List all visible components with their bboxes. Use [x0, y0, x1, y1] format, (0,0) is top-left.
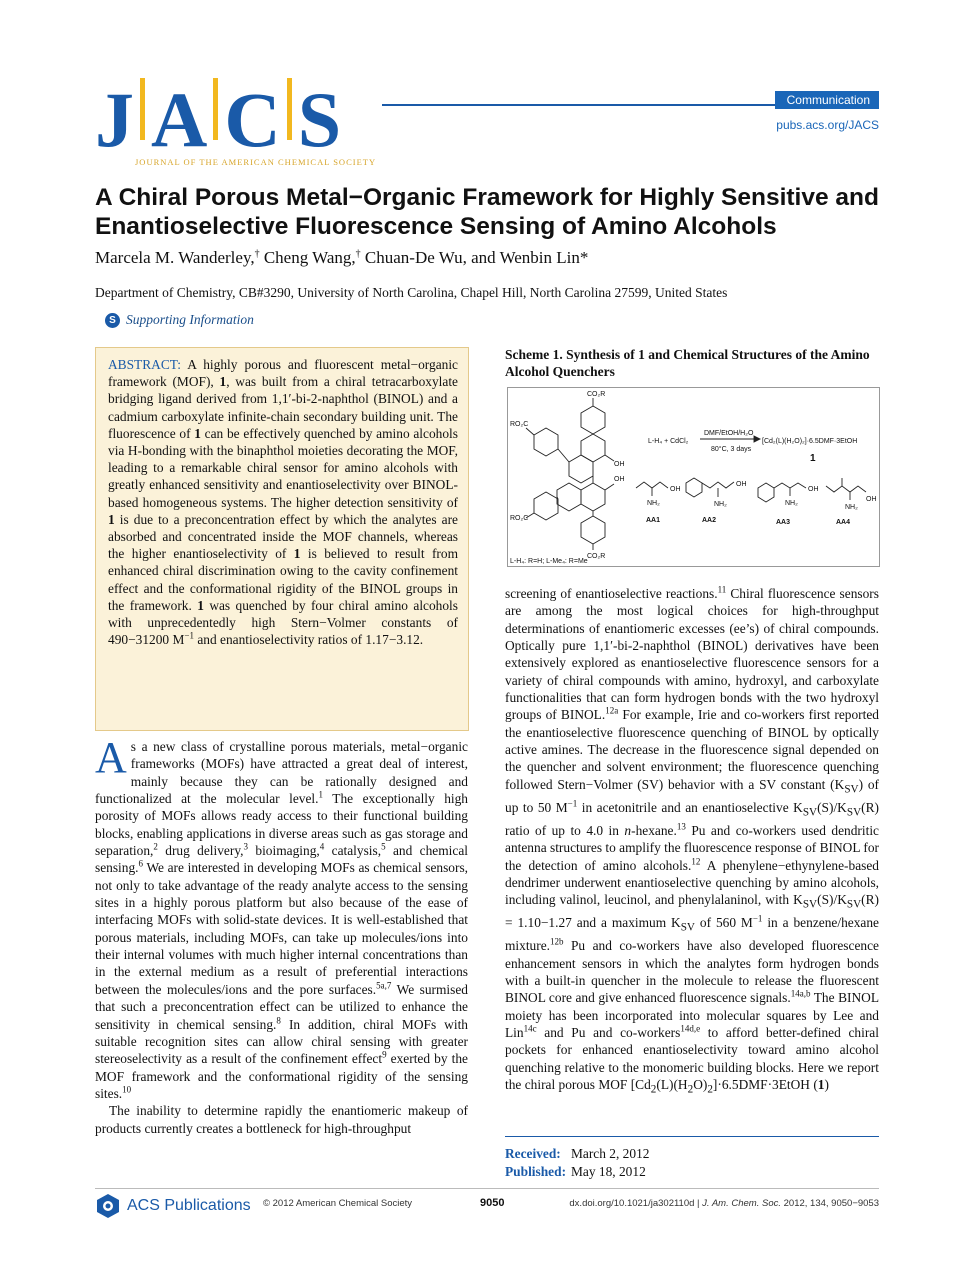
author-mark: †: [254, 248, 260, 260]
label-ro2c-bottom: RO₂C: [510, 515, 529, 522]
paragraph: The inability to determine rapidly the enantiomeric makeup of products currently creates a bottleneck for high-throughput: [95, 1103, 468, 1136]
page-number: 9050: [480, 1197, 505, 1209]
article-type-badge: Communication: [775, 91, 879, 109]
jacs-logo: [95, 78, 395, 168]
reaction-conditions-bottom: 80°C, 3 days: [711, 446, 752, 453]
logo-bar: [140, 78, 145, 140]
scheme-figure: [507, 387, 880, 567]
scheme-svg: [508, 388, 879, 566]
abstract-box: ABSTRACT: A highly porous and fluorescent metal−organic framework (MOF), 1, was built from a chiral tetracarboxylate bridging ligand derived from 1,1′-bi-2-naphthol (BINOL) and a cadmium carboxylate infinite-chain secondary building unit. The fluorescence of 1 can be effectively quenched by amino alcohols via H-bonding with the binaphthol moieties decorating the MOF, leading to a remarkable chiral sensor for amino alcohols with greatly enhanced sensitivity and enantioselectivity over BINOL-based homogeneous systems. The higher detection sensitivity of 1 is due to a preconcentration effect by which the analytes are absorbed and concentrated inside the MOF channels, whereas the higher enantioselectivity of 1 is believed to result from enhanced chiral discrimination owing to the cavity confinement effect and the conformational rigidity of the BINOL groups in the framework. 1 was quenched by four chiral amino alcohols with unprecedentedly high Stern−Volmer constants of 490−31200 $M^{-1}$ and enantioselectivity ratios of 1.17−3.12.: [95, 347, 469, 731]
article-dates: [505, 1136, 879, 1181]
published-date: May 18, 2012: [571, 1164, 646, 1179]
aa4-oh: OH: [866, 496, 877, 503]
aa2-oh: OH: [736, 481, 747, 488]
product-number: 1: [810, 453, 816, 464]
aa3-oh: OH: [808, 486, 819, 493]
received-date: March 2, 2012: [571, 1146, 650, 1161]
aa2-nh2: NH₂: [714, 501, 727, 508]
aa3-nh2: NH₂: [785, 500, 798, 507]
logo-letter-c: C: [224, 76, 281, 163]
right-column-text: screening of enantioselective reactions.$^{11}$ Chiral fluorescence sensors are among the most logical choices for high-throughput determinations of enantiomeric excesses (ee’s) of chiral compounds. Optically pure 1,1′-bi-2-naphthol (BINOL) derivatives have been extensively explored as enantioselective fluorescence sensors for a variety of chiral compounds with amino, hydroxyl, and carboxylate functionalities that can form hydrogen bonds with the two hydroxyl groups of BINOL.$^{12a}$ For example, Irie and co-workers first reported the enantioselective fluorescence quenching of BINOL by optically active amines. The decrease in the fluorescence signal depended on the quencher and solvent environment; the fluorescence quenching followed Stern−Volmer (SV) behavior with a SV constant $(K_{SV})$ of up to 50 $M^{-1}$ in acetonitrile and an enantioselective $K_{SV}(S)/K_{SV}(R)$ ratio of up to 4.0 in n-hexane.$^{13}$ Pu and co-workers used dendritic antenna structures to amplify the fluorescence response of BINOL for the detection of amino alcohols.$^{12}$ A phenylene−ethynylene-based dendrimer underwent enantioselective quenching by amino alcohols, including valinol, leucinol, and phenylalaninol, with $K_{SV}(S)/K_{SV}(R) = 1.10-1.27$ and a maximum $K_{SV}$ of 560 $M^{-1}$ in a benzene/hexane mixture.$^{12b}$ Pu and co-workers have also developed fluorescence enhancement sensors in which the analytes form hydrogen bonds with a built-in quencher in the molecule to release the fluorescent BINOL core and give enhanced fluorescence signals.$^{14a,b}$ The BINOL moiety has been incorporated into molecular squares by Lee and Lin$^{14c}$ and Pu and co-workers$^{14d,e}$ to afford better-defined chiral pockets for enhanced enantioselectivity toward amino alcohol quenching relative to the monomeric building blocks. Here we report the chiral porous MOF $[Cd_2(L)(H_2O)_2]\cdot 6.5DMF\cdot 3EtOH$ (1): [505, 584, 879, 1096]
supporting-info-link[interactable]: [105, 312, 254, 328]
label-co2r-top: CO₂R: [587, 391, 606, 398]
supporting-info-icon: S: [105, 313, 120, 328]
doi-citation[interactable]: dx.doi.org/10.1021/ja302110d | J. Am. Chem. Soc. 2012, 134, 9050−9053: [569, 1198, 879, 1209]
logo-subtitle: JOURNAL OF THE AMERICAN CHEMICAL SOCIETY: [135, 157, 377, 167]
acs-publications-logo[interactable]: [95, 1193, 251, 1219]
acs-hex-icon: [95, 1193, 121, 1219]
author-mark: †: [355, 248, 361, 260]
label-aa3: AA3: [776, 519, 791, 526]
abstract-label: ABSTRACT:: [108, 357, 181, 372]
journal-url-link[interactable]: pubs.acs.org/JACS: [776, 118, 879, 132]
reaction-left: L-H₄ + CdCl₂: [648, 438, 689, 445]
drop-cap: A: [95, 733, 127, 782]
copyright: © 2012 American Chemical Society: [263, 1198, 413, 1209]
logo-letter-s: S: [297, 76, 342, 163]
received-label: Received:: [505, 1146, 561, 1161]
scheme-title: Scheme 1. Synthesis of 1 and Chemical Structures of the Amino Alcohol Quenchers: [505, 347, 870, 379]
label-oh-2: OH: [614, 476, 625, 483]
left-column-text: As a new class of crystalline porous materials, metal−organic frameworks (MOFs) have attracted a great deal of interest, mainly because they can be rationally designed and functionalized at the molecular level.$^1$ The exceptionally high porosity of MOFs allows ready access to their functional building blocks, enabling applications in diverse areas such as gas storage and separation,$^2$ drug delivery,$^3$ bioimaging,$^4$ catalysis,$^5$ and chemical sensing.$^6$ We are interested in developing MOFs as chemical sensors, not only to take advantage of the ready analyte access to the sensing sites in a highly porous platform but also because of the ease of interfacing MOFs with solid-state devices. It is well-established that porous materials, including MOFs, can take up molecules/ions into their internal volumes with much higher internal concentrations than in the external medium as a result of preferential interactions between the molecules/ions and the pore surfaces.$^{5a,7}$ We surmised that such a preconcentration effect can be utilized to enhance the sensitivity in chemical sensing.$^8$ In addition, chiral MOFs with suitable recognition sites can allow chiral sensing with greater stereoselectivity as a result of the confinement effect$^9$ exerted by the MOF framework and the conformational rigidity of the sensing sites.$^{10}$ The inability to determine rapidly the enantiomeric makeup of products currently creates a bottleneck for high-throughput: [95, 733, 469, 1136]
publisher-name: ACS Publications: [127, 1197, 251, 1214]
author-3-4: Chuan-De Wu, and Wenbin Lin*: [364, 248, 589, 267]
affiliation: Department of Chemistry, CB#3290, University of North Carolina, Chapel Hill, North Carolina 27599, United States: [95, 285, 728, 300]
ligand-note: L-H₄: R=H; L-Me₄: R=Me: [510, 558, 588, 565]
footer-rule: [95, 1188, 879, 1189]
aa1-oh: OH: [670, 486, 681, 493]
author-2: Cheng Wang,: [263, 248, 356, 267]
logo-letter-a: A: [151, 76, 208, 163]
aa1-nh2: NH₂: [647, 500, 660, 507]
label-ro2c-top: RO₂C: [510, 421, 529, 428]
label-aa4: AA4: [836, 519, 851, 526]
reaction-conditions-top: DMF/EtOH/H₂O: [704, 430, 754, 437]
supporting-info-label: Supporting Information: [126, 312, 254, 327]
label-aa2: AA2: [702, 517, 717, 524]
published-label: Published:: [505, 1164, 567, 1179]
reaction-product: [Cd₂(L)(H₂O)₂]·6.5DMF·3EtOH: [762, 438, 858, 445]
logo-bar: [287, 78, 292, 140]
author-list: [95, 248, 588, 268]
logo-bar: [213, 78, 218, 140]
label-aa1: AA1: [646, 517, 661, 524]
logo-letter-j: J: [95, 76, 134, 163]
author-1: Marcela M. Wanderley,: [95, 248, 255, 267]
article-title: A Chiral Porous Metal−Organic Framework for Highly Sensitive and Enantioselective Fluorescence Sensing of Amino Alcohols: [95, 184, 879, 240]
aa4-nh2: NH₂: [845, 504, 858, 511]
label-co2r-bottom: CO₂R: [587, 553, 606, 560]
label-oh-1: OH: [614, 461, 625, 468]
